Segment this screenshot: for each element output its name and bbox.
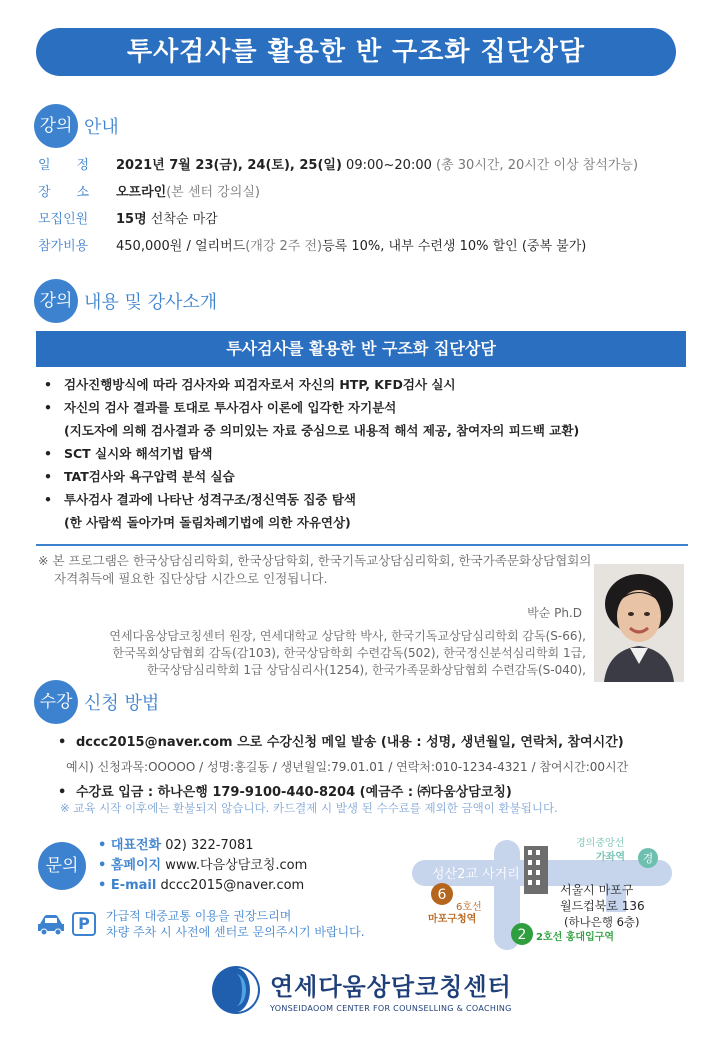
contact-info [98,836,307,896]
list-item: • 수강료 입금 : 하나은행 179-9100-440-8204 (예금주 : ㈜다움상담코칭) [58,780,688,805]
refund-note: ※ 교육 시작 이후에는 환불되지 않습니다. 카드결제 시 발생 된 수수료를 제외한 금액이 환불됩니다. [60,801,558,815]
gyeongui-station-name: 가좌역 [596,852,625,863]
line6-label: 6호선 [456,902,482,913]
place-note: (본 센터 강의실) [166,185,260,200]
gyeongui-station-icon [638,848,658,868]
contact-email: • E-mail dccc2015@naver.com [98,878,305,893]
parking-note: P 가급적 대중교통 이용을 권장드리며 차량 주차 시 사전에 센터로 문의주시기 바랍니다. [36,908,365,940]
date-value: 2021년 7월 23(금), 24(토), 25(일) [116,158,342,173]
divider [36,544,688,546]
list-item-sub: (지도자에 의해 검사결과 중 의미있는 자료 중심으로 내용적 해석 제공, 참여자의 피드백 교환) [64,423,580,438]
program-list [44,373,684,534]
contact-phone: • 대표전화 02) 322-7081 [98,838,254,853]
list-item: • 투사검사 결과에 나타난 성격구조/정신역동 집중 탐색 [44,488,684,511]
bullet-icon: • [44,400,52,415]
info-row-date [38,150,688,177]
list-item: • SCT 실시와 해석기법 탐색 [44,442,684,465]
info-label: 참가비용 [38,239,89,254]
fee-value: 450,000원 / 얼리버드 [116,239,246,254]
address-line1: 서울시 마포구 [560,883,634,897]
parking-icon: P [72,912,96,936]
bullet-icon: • [44,492,52,507]
list-item: • 검사진행방식에 따라 검사자와 피검자로서 자신의 HTP, KFD검사 실시 [44,373,684,396]
apply-example: 예시) 신청과목:OOOOO / 성명:홍길동 / 생년월일:79.01.01 / 연락처:010-1234-4321 / 참여시간:00시간 [66,760,629,774]
svg-text:경: 경 [642,852,654,865]
hours-note: (총 30시간, 20시간 이상 참석가능) [436,158,639,173]
info-label: 모집인원 [38,212,89,227]
bullet-icon: • [58,785,67,800]
section-title: 신청 방법 [84,693,160,714]
logo-name-ko: 연세다움상담코칭센터 [270,973,512,1001]
section-title: 내용 및 강사소개 [84,292,218,313]
lecturer-photo [594,564,684,682]
list-item: • TAT검사와 욕구압력 분석 실습 [44,465,684,488]
contact-homepage: • 홈페이지 www.다음상담코칭.com [98,858,308,873]
bullet-icon: • [58,735,67,750]
list-item: • dccc2015@naver.com 으로 수강신청 메일 발송 (내용 : 성명, 생년월일, 연락처, 참여시간) [58,730,688,755]
section-badge: 강의 [34,279,78,323]
gyeongui-label: 경의중앙선 [576,838,625,849]
section-header-content [34,279,217,323]
recruit-note: 선착순 마감 [146,212,218,227]
bullet-icon: • [44,469,52,484]
car-icon [36,912,66,936]
road-label: 성산2교 사거리 [432,867,520,882]
list-item-sub: (한 사람씩 돌아가며 돌림차례기법에 의한 자유연상) [64,515,351,530]
location-map [412,830,702,952]
info-label: 일 정 [38,158,90,173]
address-line3: (하나은행 6층) [564,915,640,929]
certification-note: ※ 본 프로그램은 한국상담심리학회, 한국상담학회, 한국기독교상담심리학회, 한국가족문화상담협회의 자격취득에 필요한 집단상담 시간으로 인정됩니다. [38,553,592,586]
bullet-icon: • [44,446,52,461]
address-line2: 월드컵북로 136 [560,899,645,913]
line6-station-icon [431,883,453,905]
svg-text:6: 6 [437,887,447,903]
info-table [38,150,688,258]
bullet-icon: • [44,377,52,392]
info-row-recruit [38,204,688,231]
line2-station-icon [511,923,533,945]
info-row-place [38,177,688,204]
section-badge: 강의 [34,104,78,148]
info-label: 장 소 [38,185,90,200]
line2-station-name: 2호선 홍대입구역 [536,932,615,943]
lecturer-career: 연세다움상담코칭센터 원장, 연세대학교 상담학 박사, 한국기독교상담심리학회 감독(S-66), 한국목회상담협회 감독(감103), 한국상담학회 수련감독(502), 한국정신분석심리학회 1급, 한국상담심리학회 1급 상담심리사(1254), 한국가족문화상담협회 수련감독(S-040), [109,629,586,677]
info-row-fee [38,231,688,258]
fee-discount: 등록 10%, 내부 수련생 10% 할인 (중복 불가) [322,239,587,254]
list-item: • 자신의 검사 결과를 토대로 투사검사 이론에 입각한 자기분석 [44,396,684,419]
svg-text:2: 2 [517,927,527,943]
section-title: 안내 [84,117,119,138]
recruit-value: 15명 [116,212,147,227]
place-value: 오프라인 [116,185,167,200]
lecturer-name: 박순 Ph.D [527,606,582,620]
fee-early-note: (개강 2주 전) [245,239,323,254]
line6-station-name: 마포구청역 [428,914,477,925]
apply-steps [58,730,688,805]
section-badge: 수강 [34,680,78,724]
time-value: 09:00~20:00 [341,158,437,173]
lecturer-portrait-icon [594,564,684,682]
logo-emblem-icon [210,964,262,1016]
section-header-guide [34,104,119,148]
contact-badge: 문의 [38,842,86,890]
section-header-apply [34,680,159,724]
program-title-bar: 투사검사를 활용한 반 구조화 집단상담 [36,331,686,367]
page-title: 투사검사를 활용한 반 구조화 집단상담 [36,28,676,76]
building-icon [524,846,548,894]
center-logo [210,960,530,1020]
logo-name-en: YONSEIDAOOM CENTER FOR COUNSELLING & COACHING [270,1004,512,1013]
